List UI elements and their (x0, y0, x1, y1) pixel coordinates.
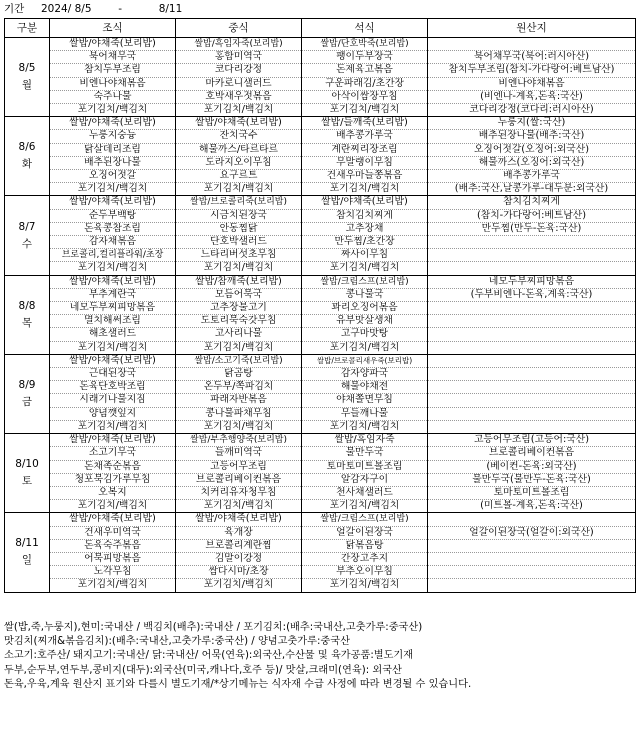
origin-cell: 비엔나야채볶음 (428, 77, 636, 90)
origin-cell: 참치두부조림(참치-가다랑어:베트남산) (428, 64, 636, 77)
table-row (5, 354, 636, 367)
table-row (5, 368, 636, 381)
breakfast-item: 숙주나물 (50, 90, 176, 103)
breakfast-item: 참치두부조림 (50, 64, 176, 77)
breakfast-item: 누룽지숭늉 (50, 130, 176, 143)
breakfast-item: 쌀밥/야채죽(보리밥) (50, 513, 176, 526)
table-row (5, 236, 636, 249)
lunch-item: 파래자반볶음 (176, 394, 302, 407)
dinner-item: 구운파래김/초간장 (302, 77, 428, 90)
dinner-item: 포기김치/백김치 (302, 262, 428, 275)
dinner-item: 쌀밥/흑임자죽 (302, 434, 428, 447)
lunch-item: 시금치된장국 (176, 209, 302, 222)
dinner-item: 유부맛살생채 (302, 315, 428, 328)
dinner-item: 배추콩가루국 (302, 130, 428, 143)
origin-cell (428, 38, 636, 51)
origin-cell: 토마토미트볼조림 (428, 486, 636, 499)
table-row (5, 486, 636, 499)
day-weekday: 월 (21, 79, 33, 92)
lunch-item: 포기김치/백김치 (176, 500, 302, 513)
day-cell (5, 434, 50, 513)
lunch-item: 쌀밥/야채죽(보리밥) (176, 117, 302, 130)
breakfast-item: 포기김치/백김치 (50, 262, 176, 275)
dinner-item: 참치김치찌게 (302, 209, 428, 222)
table-row (5, 513, 636, 526)
breakfast-item: 포기김치/백김치 (50, 420, 176, 433)
breakfast-item: 포기김치/백김치 (50, 500, 176, 513)
dinner-item: 만두찜/초간장 (302, 236, 428, 249)
breakfast-item: 순두부백탕 (50, 209, 176, 222)
dinner-item: 아삭이쌈장무침 (302, 90, 428, 103)
origin-cell: 참치김치찌게 (428, 196, 636, 209)
origin-cell (428, 328, 636, 341)
origin-cell (428, 552, 636, 565)
origin-cell: (참치-가다랑어:베트남산) (428, 209, 636, 222)
lunch-item: 포기김치/백김치 (176, 579, 302, 592)
lunch-item: 해물까스/타르타르 (176, 143, 302, 156)
origin-cell: 물만두국(물만두-돈육:국산) (428, 473, 636, 486)
table-row (5, 209, 636, 222)
dinner-item: 쌀밥/브로콜리새우죽(보리밥) (302, 354, 428, 367)
origin-cell: 배추된장나물(배추:국산) (428, 130, 636, 143)
table-row (5, 407, 636, 420)
lunch-item: 포기김치/백김치 (176, 183, 302, 196)
weekly-menu-table (4, 18, 636, 593)
lunch-item: 요구르트 (176, 170, 302, 183)
origin-cell (428, 315, 636, 328)
period-label: 기간 (4, 3, 25, 15)
table-row (5, 196, 636, 209)
note-line: 돈육,우육,계육 원산지 표기와 다를시 별도기재/*상기메뉴는 식자재 수급 사정에 따라 변경될 수 있습니다. (4, 678, 472, 690)
lunch-item: 콩나물파채무침 (176, 407, 302, 420)
table-row (5, 77, 636, 90)
dinner-item: 부추오이무침 (302, 566, 428, 579)
origin-cell (428, 407, 636, 420)
lunch-item: 육개장 (176, 526, 302, 539)
table-row (5, 566, 636, 579)
header-origin: 원산지 (428, 19, 636, 38)
origin-cell (428, 420, 636, 433)
breakfast-item: 포기김치/백김치 (50, 183, 176, 196)
table-row (5, 579, 636, 592)
dinner-item: 쌀밥/들깨죽(보리밥) (302, 117, 428, 130)
table-row (5, 302, 636, 315)
origin-cell (428, 513, 636, 526)
day-cell (5, 354, 50, 433)
note-line: 두부,순두부,연두부,콩비지(대두):외국산(미국,캐나다,호주 등)/ 맛살,크래미(연육): 외국산 (4, 664, 402, 676)
table-row (5, 183, 636, 196)
table-row (5, 447, 636, 460)
table-row (5, 104, 636, 117)
dinner-item: 팽이두부장국 (302, 51, 428, 64)
origin-cell (428, 539, 636, 552)
table-row (5, 262, 636, 275)
day-date: 8/9 (18, 378, 36, 391)
dinner-item: 계란찌리장조림 (302, 143, 428, 156)
lunch-item: 도라지오이무침 (176, 156, 302, 169)
lunch-item: 포기김치/백김치 (176, 341, 302, 354)
dinner-item: 포기김치/백김치 (302, 341, 428, 354)
period-start: 2024/ 8/5 (41, 3, 92, 15)
lunch-item: 도토리묵숙갓무침 (176, 315, 302, 328)
lunch-item: 들깨미역국 (176, 447, 302, 460)
dinner-item: 해물야채전 (302, 381, 428, 394)
period-end: 8/11 (158, 3, 183, 15)
day-weekday: 토 (21, 475, 33, 488)
day-date: 8/11 (15, 537, 39, 550)
dinner-item: 야채쫄면무침 (302, 394, 428, 407)
lunch-item: 쌀밥/야채죽(보리밥) (176, 513, 302, 526)
lunch-item: 쌀밥/소고기죽(보리밥) (176, 354, 302, 367)
lunch-item: 단호박샐러드 (176, 236, 302, 249)
origin-cell: 브로콜리베이컨볶음 (428, 447, 636, 460)
dinner-item: 콩나물국 (302, 288, 428, 301)
day-weekday: 일 (21, 554, 33, 567)
day-weekday: 화 (21, 158, 33, 171)
breakfast-item: 시래기나물지짐 (50, 394, 176, 407)
day-date: 8/8 (18, 299, 36, 312)
lunch-item: 고등어무조림 (176, 460, 302, 473)
day-weekday: 목 (21, 316, 33, 329)
table-header-row (5, 19, 636, 38)
breakfast-item: 건새우미역국 (50, 526, 176, 539)
origin-cell: (미트볼-계육,돈육:국산) (428, 500, 636, 513)
table-row (5, 249, 636, 262)
lunch-item: 포기김치/백김치 (176, 104, 302, 117)
breakfast-item: 돈육숙주볶음 (50, 539, 176, 552)
dinner-item: 돈제육고볶음 (302, 64, 428, 77)
lunch-item: 홍합미역국 (176, 51, 302, 64)
breakfast-item: 포기김치/백김치 (50, 104, 176, 117)
header-dinner: 석식 (302, 19, 428, 38)
lunch-item: 쌀밥/참깨죽(보리밥) (176, 275, 302, 288)
origin-cell: 누룽지(쌀:국산) (428, 117, 636, 130)
menu-period (4, 2, 182, 16)
lunch-item: 고추장불고기 (176, 302, 302, 315)
origin-cell: 북어채무국(북어:러시아산) (428, 51, 636, 64)
breakfast-item: 해초샐러드 (50, 328, 176, 341)
breakfast-item: 브로콜리,컬리플라워/초장 (50, 249, 176, 262)
origin-cell (428, 249, 636, 262)
note-line: 맛김치(찌개&볶음김치):(배추:국내산,고춧가루:중국산) / 양념고춧가루:중국산 (4, 636, 350, 648)
table-row (5, 117, 636, 130)
breakfast-item: 노각무침 (50, 566, 176, 579)
dinner-item: 천사채샐러드 (302, 486, 428, 499)
dinner-item: 감자양파국 (302, 368, 428, 381)
origin-cell (428, 354, 636, 367)
dinner-item: 쌀밥/야채죽(보리밥) (302, 196, 428, 209)
breakfast-item: 배추된장나물 (50, 156, 176, 169)
dinner-item: 물만두국 (302, 447, 428, 460)
origin-cell: 오징어젓갈(오징어:외국산) (428, 143, 636, 156)
period-dash: - (118, 3, 122, 15)
origin-cell: (두부비엔나-돈육,계육:국산) (428, 288, 636, 301)
dinner-item: 무들깨나물 (302, 407, 428, 420)
dinner-item: 꽈리오징어볶음 (302, 302, 428, 315)
dinner-item: 닭볶음탕 (302, 539, 428, 552)
breakfast-item: 돈채족순볶음 (50, 460, 176, 473)
day-date: 8/10 (15, 458, 39, 471)
lunch-item: 고사리나물 (176, 328, 302, 341)
lunch-item: 브로콜리베이컨볶음 (176, 473, 302, 486)
day-date: 8/7 (18, 220, 36, 233)
origin-cell: 얼갈이된장국(얼갈이:외국산) (428, 526, 636, 539)
table-row (5, 473, 636, 486)
origin-cell: 만두찜(만두-돈육:국산) (428, 222, 636, 235)
table-row (5, 341, 636, 354)
table-row (5, 64, 636, 77)
dinner-item: 포기김치/백김치 (302, 104, 428, 117)
origin-cell: (배추:국산,날콩가루-대두분:외국산) (428, 183, 636, 196)
origin-cell (428, 381, 636, 394)
breakfast-item: 어묵피망볶음 (50, 552, 176, 565)
table-row (5, 460, 636, 473)
origin-cell: 배추콩가루국 (428, 170, 636, 183)
table-row (5, 143, 636, 156)
table-row (5, 275, 636, 288)
breakfast-item: 북어채무국 (50, 51, 176, 64)
lunch-item: 마카로니샐러드 (176, 77, 302, 90)
breakfast-item: 돈육단호박조림 (50, 381, 176, 394)
lunch-item: 호박새우젓볶음 (176, 90, 302, 103)
dinner-item: 포기김치/백김치 (302, 579, 428, 592)
day-weekday: 수 (21, 237, 33, 250)
breakfast-item: 감자채볶음 (50, 236, 176, 249)
origin-cell: (베이컨-돈육:외국산) (428, 460, 636, 473)
origin-cell (428, 262, 636, 275)
table-row (5, 539, 636, 552)
lunch-item: 쌀밥/흑임자죽(보리밥) (176, 38, 302, 51)
dinner-item: 포기김치/백김치 (302, 420, 428, 433)
breakfast-item: 네모두부찌피망볶음 (50, 302, 176, 315)
day-cell (5, 275, 50, 354)
dinner-item: 쌀밥/크림스프(보리밥) (302, 513, 428, 526)
breakfast-item: 양념깻잎지 (50, 407, 176, 420)
dinner-item: 포기김치/백김치 (302, 183, 428, 196)
breakfast-item: 오복지 (50, 486, 176, 499)
header-breakfast: 조식 (50, 19, 176, 38)
dinner-item: 고구마맛탕 (302, 328, 428, 341)
lunch-item: 잔치국수 (176, 130, 302, 143)
table-row (5, 90, 636, 103)
day-date: 8/6 (18, 141, 36, 154)
menu-body (5, 38, 636, 593)
header-category: 구분 (5, 19, 50, 38)
origin-cell: (비엔나-계육,돈육:국산) (428, 90, 636, 103)
table-row (5, 381, 636, 394)
breakfast-item: 쌀밥/야채죽(보리밥) (50, 434, 176, 447)
lunch-item: 브로콜리계란찜 (176, 539, 302, 552)
origin-cell: 코다리강정(코다리:러시아산) (428, 104, 636, 117)
origin-cell (428, 236, 636, 249)
breakfast-item: 쌀밥/야채죽(보리밥) (50, 275, 176, 288)
day-cell (5, 38, 50, 117)
dinner-item: 알감자구이 (302, 473, 428, 486)
breakfast-item: 오징어젓갈 (50, 170, 176, 183)
table-row (5, 288, 636, 301)
dinner-item: 쌀밥/크림스프(보리밥) (302, 275, 428, 288)
lunch-item: 모듬어묵국 (176, 288, 302, 301)
dinner-item: 얼갈이된장국 (302, 526, 428, 539)
table-row (5, 130, 636, 143)
table-row (5, 328, 636, 341)
day-date: 8/5 (18, 62, 36, 75)
dinner-item: 간장고추지 (302, 552, 428, 565)
lunch-item: 느타리버섯초무침 (176, 249, 302, 262)
table-row (5, 526, 636, 539)
lunch-item: 쌀밥/브로콜리죽(보리밥) (176, 196, 302, 209)
note-line: 소고기:호주산/ 돼지고기:국내산/ 닭:국내산/ 어묵(연육):외국산,수산물 및 육가공품:별도기재 (4, 650, 414, 662)
note-line: 쌀(밥,죽,누룽지),현미:국내산 / 백김치(배추):국내산 / 포기김치:(배추:국내산,고춧가루:중국산) (4, 622, 423, 633)
dinner-item: 짜사이무침 (302, 249, 428, 262)
lunch-item: 치커리유자청무침 (176, 486, 302, 499)
table-row (5, 552, 636, 565)
breakfast-item: 부추계란국 (50, 288, 176, 301)
lunch-item: 쌈다시마/초장 (176, 566, 302, 579)
table-row (5, 315, 636, 328)
breakfast-item: 쌀밥/야채죽(보리밥) (50, 117, 176, 130)
origin-cell: 네모두부찌피망볶음 (428, 275, 636, 288)
table-row (5, 394, 636, 407)
dinner-item: 건새우마늘쫑볶음 (302, 170, 428, 183)
table-row (5, 222, 636, 235)
table-row (5, 51, 636, 64)
day-weekday: 금 (21, 395, 33, 408)
table-row (5, 156, 636, 169)
origin-cell (428, 302, 636, 315)
origin-cell: 고등어무조림(고등어:국산) (428, 434, 636, 447)
lunch-item: 쌀밥/부추행양죽(보리밥) (176, 434, 302, 447)
dinner-item: 고추장채 (302, 222, 428, 235)
lunch-item: 닭곰탕 (176, 368, 302, 381)
lunch-item: 포기김치/백김치 (176, 420, 302, 433)
day-cell (5, 513, 50, 592)
dinner-item: 쌀밥/단호박죽(보리밥) (302, 38, 428, 51)
table-row (5, 500, 636, 513)
dinner-item: 포기김치/백김치 (302, 500, 428, 513)
lunch-item: 김말이강정 (176, 552, 302, 565)
table-row (5, 38, 636, 51)
origin-notes (4, 621, 638, 692)
breakfast-item: 근대된장국 (50, 368, 176, 381)
breakfast-item: 비엔나야채볶음 (50, 77, 176, 90)
lunch-item: 코다리강정 (176, 64, 302, 77)
breakfast-item: 멸치해써조림 (50, 315, 176, 328)
origin-cell (428, 566, 636, 579)
origin-cell: 해물까스(오징어:외국산) (428, 156, 636, 169)
day-cell (5, 196, 50, 275)
breakfast-item: 쌀밥/야채죽(보리밥) (50, 354, 176, 367)
table-row (5, 434, 636, 447)
origin-cell (428, 368, 636, 381)
origin-cell (428, 341, 636, 354)
breakfast-item: 소고기무국 (50, 447, 176, 460)
dinner-item: 무말랭이무침 (302, 156, 428, 169)
breakfast-item: 포기김치/백김치 (50, 341, 176, 354)
breakfast-item: 닭살데리조림 (50, 143, 176, 156)
breakfast-item: 돈육콩참조림 (50, 222, 176, 235)
lunch-item: 안동찜닭 (176, 222, 302, 235)
origin-cell (428, 579, 636, 592)
header-lunch: 중식 (176, 19, 302, 38)
breakfast-item: 쌀밥/야채죽(보리밥) (50, 38, 176, 51)
table-row (5, 170, 636, 183)
dinner-item: 토마토미트볼조림 (302, 460, 428, 473)
breakfast-item: 포기김치/백김치 (50, 579, 176, 592)
breakfast-item: 청포묵김가루무침 (50, 473, 176, 486)
breakfast-item: 쌀밥/야채죽(보리밥) (50, 196, 176, 209)
lunch-item: 포기김치/백김치 (176, 262, 302, 275)
day-cell (5, 117, 50, 196)
lunch-item: 온두부/쪽파김치 (176, 381, 302, 394)
table-row (5, 420, 636, 433)
origin-cell (428, 394, 636, 407)
